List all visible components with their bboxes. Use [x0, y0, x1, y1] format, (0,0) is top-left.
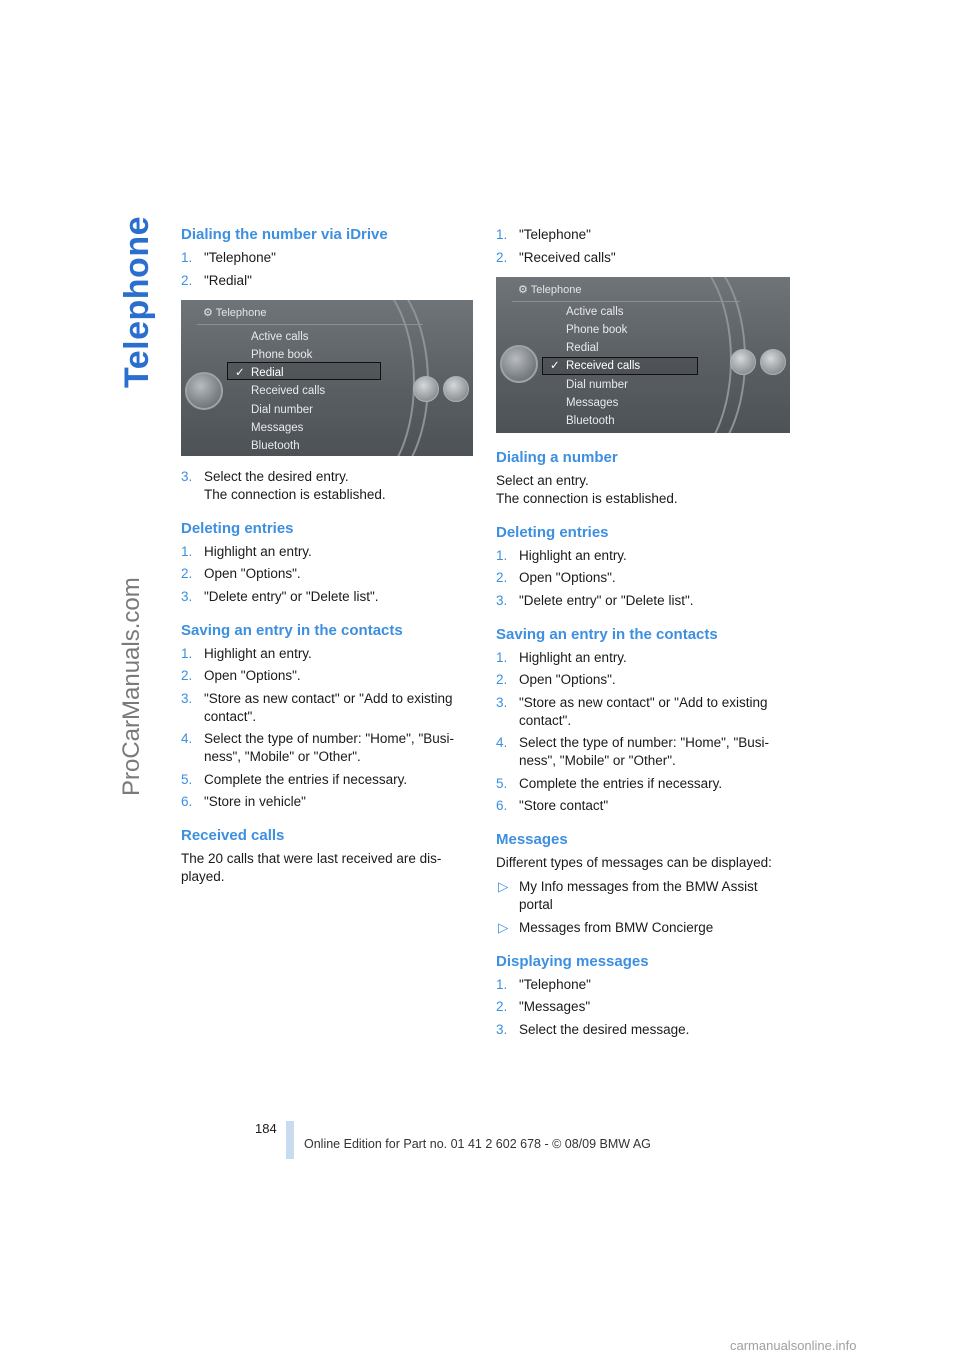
- globe-button-icon: [413, 376, 439, 402]
- list-item: 5. Complete the entries if necessary.: [181, 771, 408, 787]
- heading-dialing-number: Dialing a number: [496, 448, 618, 466]
- dialing-line: The connection is established.: [496, 490, 678, 506]
- list-item: 2. Open "Options".: [496, 570, 616, 585]
- bottom-watermark: carmanualsonline.info: [730, 1338, 857, 1353]
- menu-item: Redial: [566, 342, 599, 355]
- heading-dial-idrive: Dialing the number via iDrive: [181, 226, 388, 243]
- steps-dial-idrive-cont: [181, 468, 473, 504]
- section-dial-idrive: [181, 226, 473, 504]
- list-item: 3. "Store as new contact" or "Add to existing contact".: [496, 694, 768, 728]
- list-item: 2. Open "Options".: [496, 672, 616, 687]
- steps-received-calls: [496, 226, 790, 267]
- heading-messages: Messages: [496, 831, 568, 848]
- list-item: 3. Select the desired entry. The connection is established.: [181, 468, 386, 502]
- list-item: 3. Select the desired message.: [496, 1021, 690, 1037]
- menu-item: Phone book: [566, 323, 628, 336]
- menu-item: Bluetooth: [566, 415, 615, 428]
- list-item: 1. Highlight an entry.: [181, 543, 312, 559]
- bullet-arrow-icon: ▷: [498, 919, 509, 935]
- list-item: 2. "Received calls": [496, 249, 616, 265]
- list-item: 2. "Messages": [496, 999, 591, 1014]
- list-item: 6. "Store in vehicle": [181, 794, 306, 809]
- side-watermark: ProCarManuals.com: [118, 577, 145, 796]
- right-column: [496, 226, 790, 1053]
- controller-knob-icon: [185, 372, 223, 410]
- bullet-arrow-icon: ▷: [498, 879, 509, 894]
- screen-header: ⚙ Telephone: [518, 283, 582, 296]
- section-saving-right: [496, 626, 790, 816]
- list-item: ▷ My Info messages from the BMW Assist portal: [498, 879, 758, 912]
- globe-button-icon: [730, 349, 756, 375]
- heading-saving: Saving an entry in the contacts: [181, 621, 403, 639]
- section-displaying-messages: [496, 953, 790, 1039]
- list-item: ▷ Messages from BMW Concierge: [498, 919, 714, 935]
- list-item: 1. Highlight an entry.: [496, 547, 627, 563]
- menu-item: Active calls: [251, 330, 309, 343]
- section-received-calls: [181, 827, 473, 886]
- list-item: 3. "Store as new contact" or "Add to existing contact".: [181, 690, 453, 724]
- footer-edition: Online Edition for Part no. 01 41 2 602 678 - © 08/09 BMW AG: [304, 1137, 651, 1151]
- list-item: 4. Select the type of number: "Home", "Busi-ness", "Mobile" or "Other".: [496, 735, 769, 768]
- menu-item: Messages: [566, 396, 619, 409]
- menu-item: Received calls: [251, 385, 326, 398]
- list-item: 5. Complete the entries if necessary.: [496, 775, 723, 791]
- heading-saving: Saving an entry in the contacts: [496, 625, 718, 643]
- menu-item: Messages: [251, 421, 304, 434]
- list-item: 1. "Telephone": [496, 227, 591, 242]
- screen-arc-decoration: [622, 277, 746, 433]
- screen-arc-decoration: [305, 300, 429, 456]
- list-item: 3. "Delete entry" or "Delete list".: [181, 588, 379, 604]
- section-deleting-left: [181, 520, 473, 606]
- menu-item: Dial number: [251, 403, 313, 416]
- heading-deleting: Deleting entries: [496, 523, 609, 541]
- heading-received-calls: Received calls: [181, 827, 285, 844]
- section-deleting-right: [496, 524, 790, 610]
- section-side-title: Telephone: [118, 216, 156, 388]
- dialing-line: Select an entry.: [496, 472, 589, 488]
- messages-intro: Different types of messages can be displayed:: [496, 855, 772, 870]
- footer-accent-bar: [286, 1121, 294, 1159]
- idrive-screenshot-redial: [181, 300, 473, 456]
- screen-button-icon: [443, 376, 469, 402]
- check-icon: ✓: [235, 367, 245, 380]
- idrive-screenshot-received-calls: [496, 277, 790, 433]
- heading-deleting: Deleting entries: [181, 519, 294, 537]
- section-dialing-number: [496, 449, 790, 508]
- check-icon: ✓: [550, 360, 560, 373]
- list-item: 1. Highlight an entry.: [181, 645, 312, 661]
- list-item: 2. Open "Options".: [181, 566, 301, 581]
- menu-item-selected: ✓ Redial: [251, 364, 325, 382]
- screen-header: ⚙ Telephone: [203, 306, 267, 319]
- menu-item: Dial number: [566, 378, 628, 391]
- list-item: 1. Highlight an entry.: [496, 649, 627, 665]
- list-item: 6. "Store contact": [496, 798, 609, 813]
- screen-button-icon: [760, 349, 786, 375]
- menu-item: Phone book: [251, 348, 313, 361]
- page-number: 184: [255, 1121, 277, 1136]
- heading-displaying-messages: Displaying messages: [496, 952, 649, 970]
- menu-item: Bluetooth: [251, 440, 300, 453]
- list-item: 1. "Telephone": [496, 976, 591, 992]
- section-messages: [496, 831, 790, 937]
- section-saving-left: [181, 622, 473, 812]
- left-column: [181, 226, 473, 900]
- controller-knob-icon: [500, 345, 538, 383]
- list-item: 4. Select the type of number: "Home", "Busi-ness", "Mobile" or "Other".: [181, 731, 454, 764]
- steps-dial-idrive: [181, 249, 473, 290]
- received-calls-text: The 20 calls that were last received are dis-played.: [181, 851, 442, 884]
- menu-item-selected: ✓ Received calls: [566, 357, 640, 375]
- menu-item: Active calls: [566, 305, 624, 318]
- list-item: 2. Open "Options".: [181, 668, 301, 683]
- list-item: 3. "Delete entry" or "Delete list".: [496, 592, 694, 608]
- list-item: 1. "Telephone": [181, 250, 276, 265]
- list-item: 2. "Redial": [181, 272, 252, 288]
